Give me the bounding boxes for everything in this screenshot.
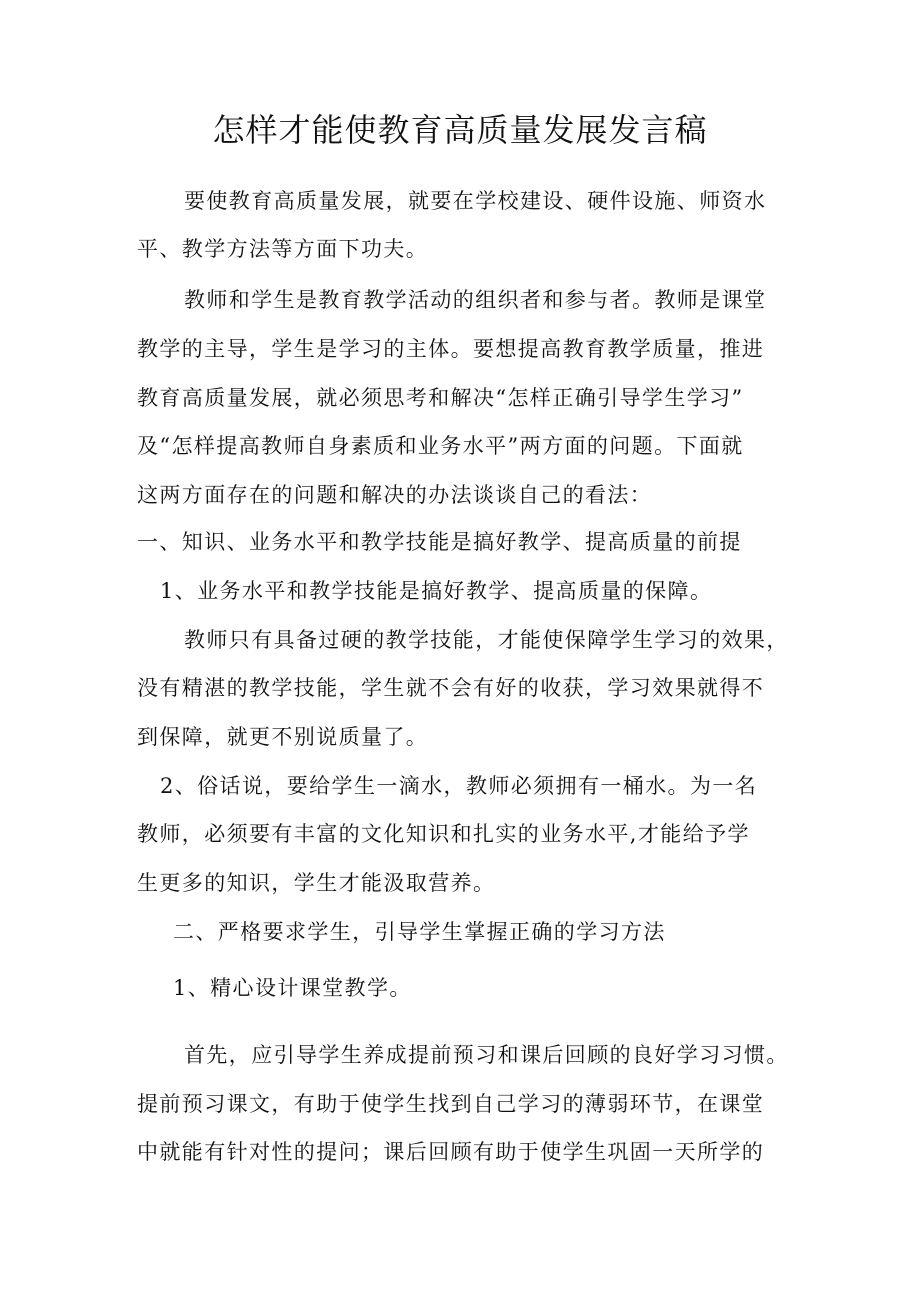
paragraph-line: 教师和学生是教育教学活动的组织者和参与者。教师是课堂 — [184, 288, 767, 312]
paragraph-line: 生更多的知识，学生才能汲取营养。 — [137, 871, 496, 895]
subheading-1-2: 2、俗话说，要给学生一滴水，教师必须拥有一桶水。为一名 — [160, 774, 758, 798]
document-title: 怎样才能使教育高质量发展发言稿 — [212, 111, 708, 149]
section-heading-1: 一、知识、业务水平和教学技能是搞好教学、提高质量的前提 — [137, 530, 742, 554]
section-heading-2: 二、严格要求学生，引导学生掌握正确的学习方法 — [173, 920, 666, 944]
paragraph-line: 提前预习课文，有助于使学生找到自己学习的薄弱环节，在课堂 — [137, 1092, 765, 1116]
paragraph-line: 这两方面存在的问题和解决的办法谈谈自己的看法： — [137, 483, 653, 507]
subheading-1-1: 1、业务水平和教学技能是搞好教学、提高质量的保障。 — [160, 579, 713, 603]
paragraph-line: 没有精湛的教学技能，学生就不会有好的收获，学习效果就得不 — [137, 676, 765, 700]
paragraph-line: 教师，必须要有丰富的文化知识和扎实的业务水平,才能给予学 — [137, 822, 750, 846]
paragraph-line: 首先，应引导学生养成提前预习和课后回顾的良好学习习惯。 — [184, 1043, 789, 1067]
paragraph-line: 要使教育高质量发展，就要在学校建设、硬件设施、师资水 — [184, 189, 767, 213]
paragraph-line: 教育高质量发展，就必须思考和解决“怎样正确引导学生学习” — [137, 386, 744, 410]
paragraph-line: 到保障，就更不别说质量了。 — [137, 725, 429, 749]
subheading-2-1: 1、精心设计课堂教学。 — [173, 976, 412, 1000]
paragraph-line: 教学的主导，学生是学习的主体。要想提高教育教学质量，推进 — [137, 337, 765, 361]
paragraph-line: 中就能有针对性的提问；课后回顾有助于使学生巩固一天所学的 — [137, 1140, 765, 1164]
paragraph-line: 及“怎样提高教师自身素质和业务水平”两方面的问题。下面就 — [137, 434, 744, 458]
paragraph-line: 平、教学方法等方面下功夫。 — [137, 237, 429, 261]
paragraph-line: 教师只有具备过硬的教学技能，才能使保障学生学习的效果， — [184, 628, 789, 652]
